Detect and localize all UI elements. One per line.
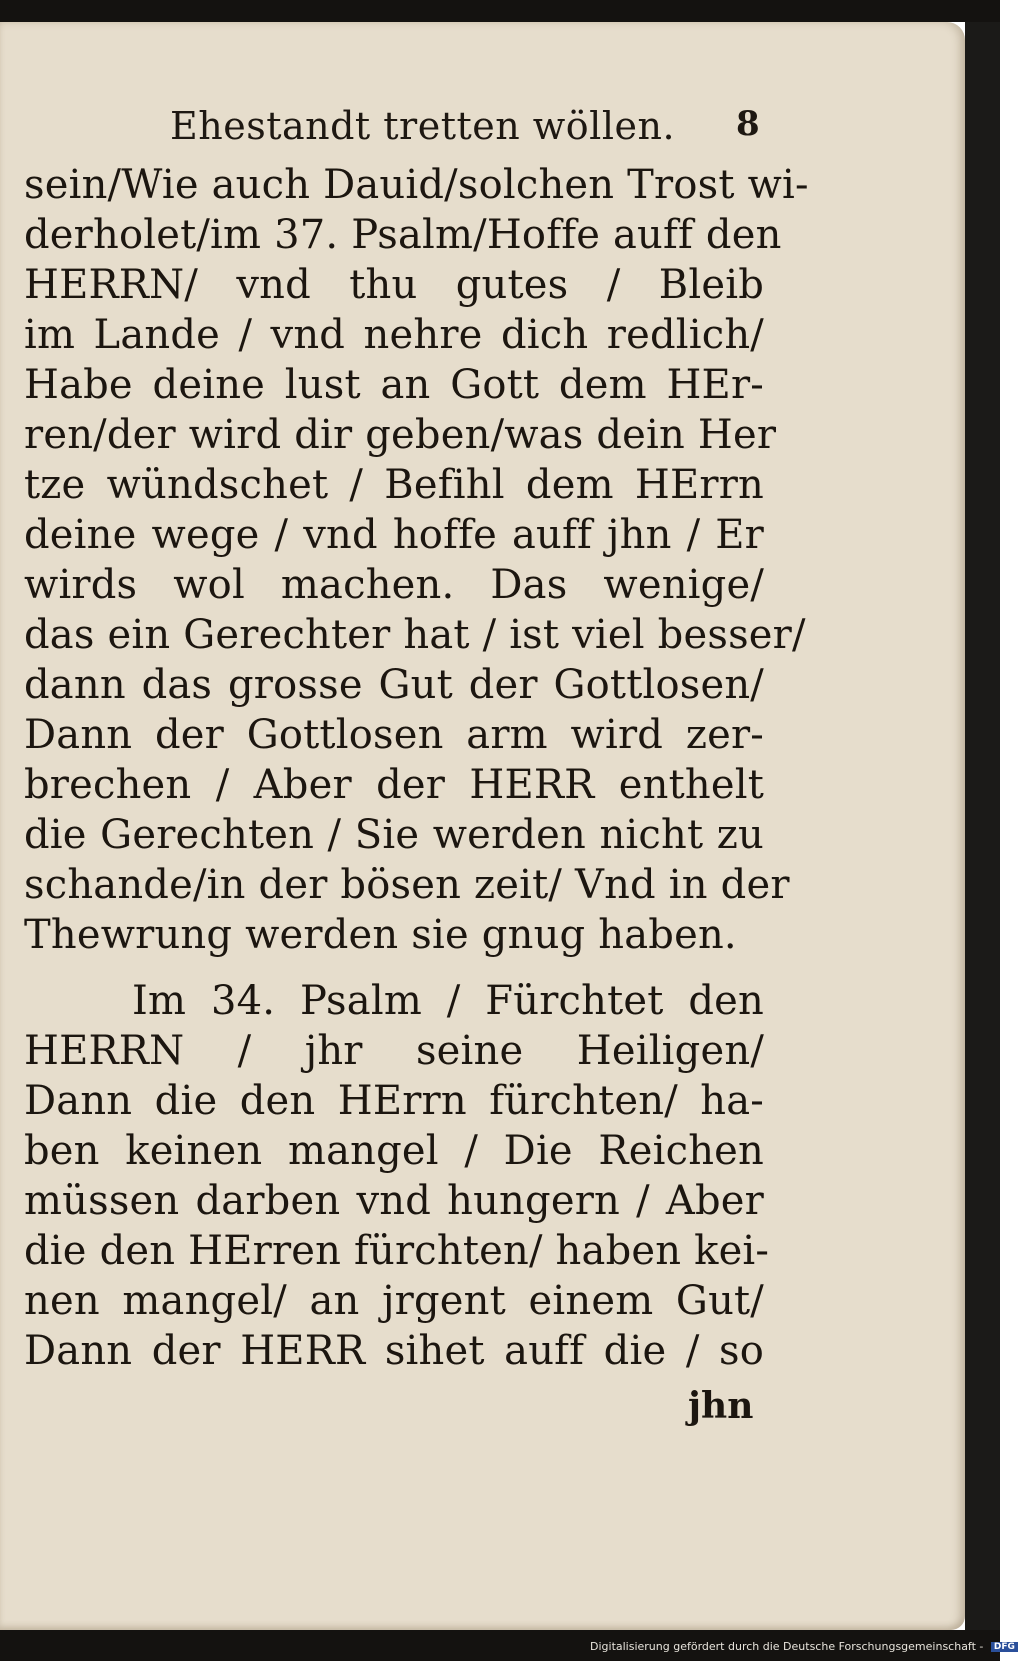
text-line: derholet/im 37. Psalm/Hoffe auff den bbox=[24, 212, 782, 258]
text-line: ren/der wird dir geben/was dein Her bbox=[24, 412, 777, 458]
page-header bbox=[0, 100, 965, 160]
paragraph-1 bbox=[24, 160, 809, 960]
text-line: wirds wol machen. Das wenige/ bbox=[24, 562, 764, 608]
catchword: jhn bbox=[688, 1385, 754, 1427]
text-line: deine wege / vnd hoffe auff jhn / Er bbox=[24, 512, 764, 558]
scan-top-border bbox=[0, 0, 1000, 22]
digitization-credit bbox=[590, 1640, 1018, 1653]
text-line: schande/in der bösen zeit/ Vnd in der bbox=[24, 862, 790, 908]
credit-text: Digitalisierung gefördert durch die Deutsche Forschungsgemeinschaft - bbox=[590, 1640, 984, 1653]
body-text bbox=[24, 160, 809, 1376]
paragraph-gap bbox=[24, 960, 764, 976]
text-line: Dann die den HErrn fürchten/ ha- bbox=[24, 1078, 764, 1124]
text-line: die Gerechten / Sie werden nicht zu bbox=[24, 812, 764, 858]
text-line: dann das grosse Gut der Gottlosen/ bbox=[24, 662, 764, 708]
text-line: HERRN / jhr seine Heiligen/ bbox=[24, 1028, 764, 1074]
text-line: Im 34. Psalm / Fürchtet den bbox=[132, 978, 764, 1024]
text-line: im Lande / vnd nehre dich redlich/ bbox=[24, 312, 764, 358]
paragraph-2 bbox=[24, 976, 770, 1376]
text-line: die den HErren fürchten/ haben kei- bbox=[24, 1228, 770, 1274]
text-line: Habe deine lust an Gott dem HEr- bbox=[24, 362, 764, 408]
dfg-logo: DFG bbox=[991, 1642, 1018, 1652]
page-edge-shadow bbox=[965, 22, 1000, 1630]
text-line: sein/Wie auch Dauid/solchen Trost wi- bbox=[24, 162, 809, 208]
text-line: ben keinen mangel / Die Reichen bbox=[24, 1128, 764, 1174]
text-line: nen mangel/ an jrgent einem Gut/ bbox=[24, 1278, 764, 1324]
running-head: Ehestandt tretten wöllen. bbox=[170, 104, 676, 148]
text-line: müssen darben vnd hungern / Aber bbox=[24, 1178, 764, 1224]
text-line: HERRN/ vnd thu gutes / Bleib bbox=[24, 262, 764, 308]
text-line: brechen / Aber der HERR enthelt bbox=[24, 762, 764, 808]
text-line: tze wündschet / Befihl dem HErrn bbox=[24, 462, 764, 508]
text-line: Dann der HERR sihet auff die / so bbox=[24, 1328, 764, 1374]
text-line: Thewrung werden sie gnug haben. bbox=[24, 912, 737, 958]
text-line: das ein Gerechter hat / ist viel besser/ bbox=[24, 612, 806, 658]
text-line: Dann der Gottlosen arm wird zer- bbox=[24, 712, 764, 758]
page-number: 8 bbox=[736, 104, 760, 144]
